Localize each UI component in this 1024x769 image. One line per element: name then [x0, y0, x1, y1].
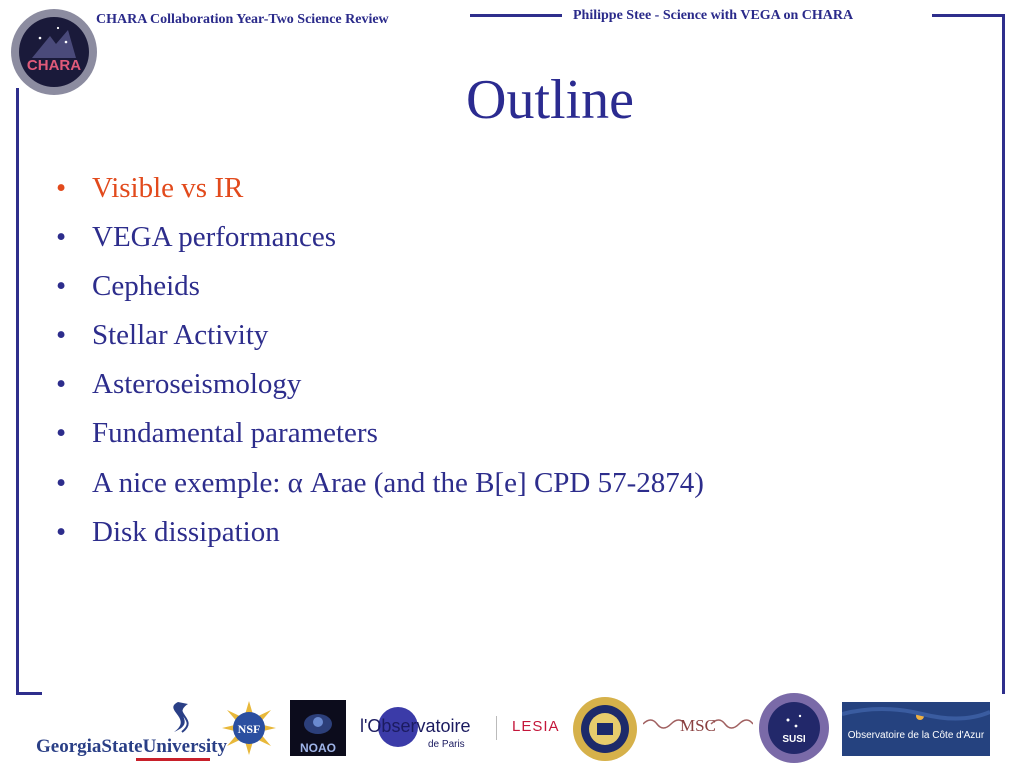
outline-item: • Cepheids	[56, 270, 200, 303]
frame-top-line-a	[470, 14, 562, 17]
lesia-logo-text: LESIA	[512, 718, 560, 735]
georgia-state-logo	[36, 700, 228, 766]
noao-logo	[290, 700, 346, 756]
noao-logo-text: NOAO	[300, 741, 336, 755]
susi-logo	[758, 692, 830, 764]
gsu-underline	[136, 758, 210, 761]
observatoire-logo-text: l'Observatoire	[360, 716, 471, 736]
nsf-logo	[221, 700, 277, 756]
oca-logo-text: Observatoire de la Côte d'Azur	[847, 730, 985, 741]
outline-item: • VEGA performances	[56, 221, 336, 254]
outline-item: • Asteroseismology	[56, 368, 302, 401]
msc-logo	[643, 700, 753, 748]
outline-item: • Fundamental parameters	[56, 417, 378, 450]
outline-item: • Visible vs IR	[56, 172, 244, 204]
header-right-text: Philippe Stee - Science with VEGA on CHARA	[573, 8, 854, 23]
slide-title: Outline	[466, 69, 634, 131]
susi-logo-text: SUSI	[782, 734, 806, 745]
oca-logo	[842, 702, 990, 756]
lesia-divider	[496, 716, 497, 740]
outline-item: • Stellar Activity	[56, 319, 269, 352]
lesia-logo	[496, 716, 566, 740]
frame-top-line-b	[932, 14, 1004, 17]
nsf-logo-text: NSF	[237, 722, 261, 736]
observatoire-logo-subtext: de Paris	[428, 739, 465, 750]
outline-item: • A nice exemple: α Arae (and the B[e] CPD 57-2874)	[56, 466, 704, 499]
frame-bottom-left-line	[16, 692, 42, 695]
gsu-text-b: University	[142, 736, 228, 757]
outline-item: • Disk dissipation	[56, 515, 280, 548]
header-left-text: CHARA Collaboration Year-Two Science Review	[96, 12, 389, 27]
gsu-text-a: GeorgiaState	[36, 736, 143, 757]
outline-list	[56, 168, 704, 561]
observatoire-paris-logo	[358, 700, 492, 758]
msc-logo-text: MSC	[680, 716, 716, 735]
chara-logo-text: CHARA	[26, 57, 82, 74]
frame-left-line	[16, 88, 19, 694]
michigan-seal-logo	[572, 696, 638, 762]
